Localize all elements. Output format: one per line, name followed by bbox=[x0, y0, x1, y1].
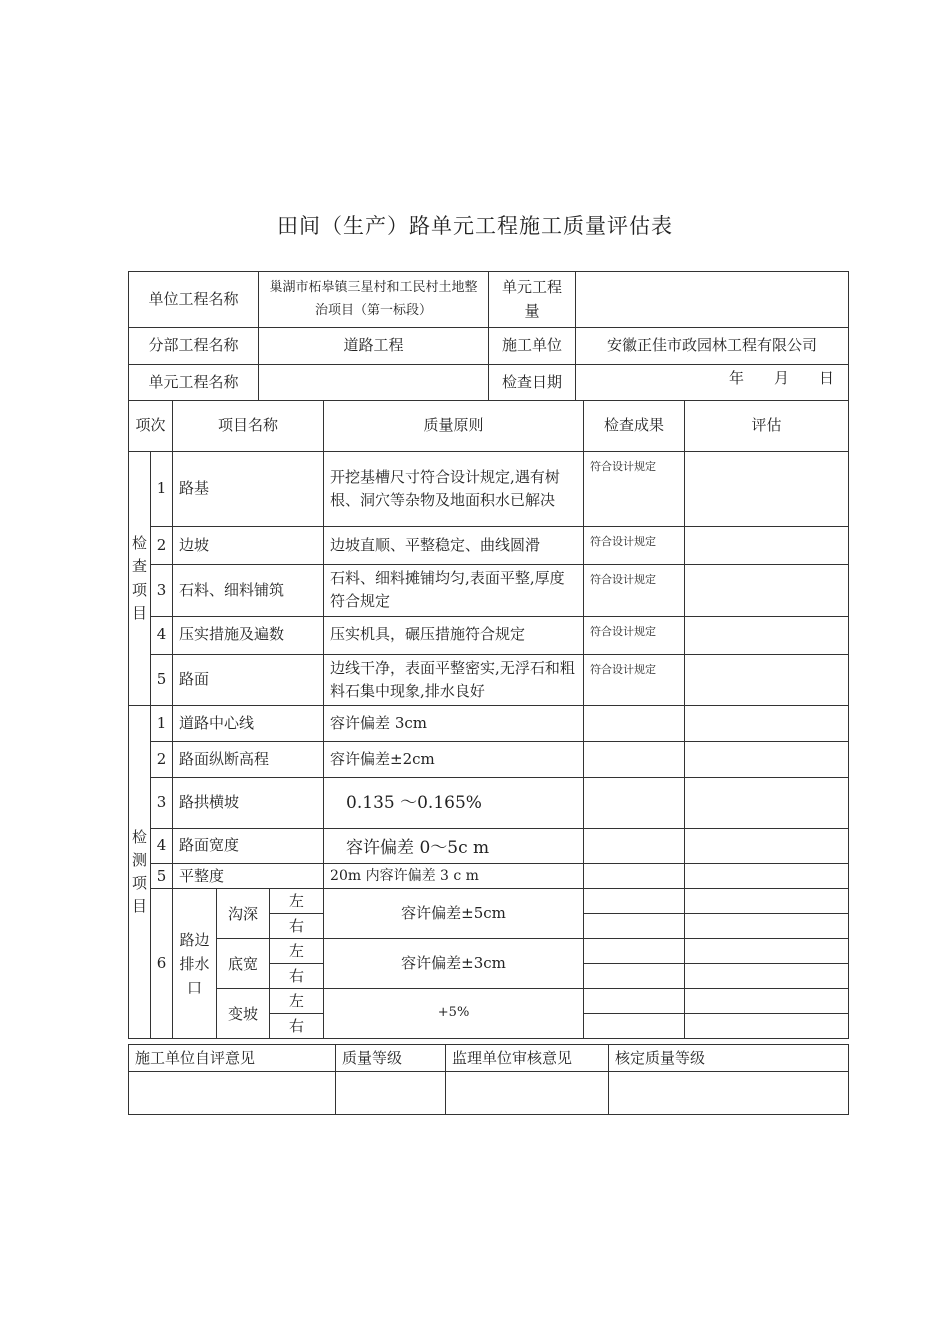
table-row bbox=[129, 864, 849, 889]
item-no: 5 bbox=[151, 654, 173, 706]
final-grade-value bbox=[609, 1072, 849, 1115]
measure-group-label: 检测项目 bbox=[129, 706, 151, 1039]
item-standard: 20m 内容许偏差 3 c m bbox=[324, 864, 584, 889]
item-standard: 边线干净，表面平整密实,无浮石和粗料石集中现象,排水良好 bbox=[324, 654, 584, 706]
item-result bbox=[584, 706, 685, 742]
item-name: 路拱横坡 bbox=[173, 778, 324, 829]
item-evaluation bbox=[685, 889, 849, 914]
item-evaluation bbox=[685, 778, 849, 829]
drainage-left: 左 bbox=[270, 889, 324, 914]
item-no: 1 bbox=[151, 452, 173, 527]
self-eval-value bbox=[129, 1072, 336, 1115]
item-name: 平整度 bbox=[173, 864, 324, 889]
item-no: 6 bbox=[151, 889, 173, 1039]
item-result: 符合设计规定 bbox=[584, 565, 685, 617]
table-row bbox=[129, 616, 849, 654]
table-row bbox=[129, 989, 849, 1014]
col-inspection-result: 检查成果 bbox=[584, 401, 685, 452]
item-no: 2 bbox=[151, 527, 173, 565]
drainage-item-name: 沟深 bbox=[217, 889, 270, 939]
drainage-item-name: 变坡 bbox=[217, 989, 270, 1039]
item-name: 边坡 bbox=[173, 527, 324, 565]
table-row bbox=[129, 452, 849, 527]
item-no: 3 bbox=[151, 565, 173, 617]
item-result bbox=[584, 964, 685, 989]
item-name: 石料、细料铺筑 bbox=[173, 565, 324, 617]
item-result bbox=[584, 939, 685, 964]
contractor-value: 安徽正佳市政园林工程有限公司 bbox=[576, 328, 849, 365]
item-standard: +5% bbox=[324, 989, 584, 1039]
item-result: 符合设计规定 bbox=[584, 654, 685, 706]
drainage-right: 右 bbox=[270, 914, 324, 939]
item-no: 1 bbox=[151, 706, 173, 742]
item-no: 4 bbox=[151, 829, 173, 864]
table-row bbox=[129, 939, 849, 964]
item-name: 路基 bbox=[173, 452, 324, 527]
item-standard: 容许偏差±5cm bbox=[324, 889, 584, 939]
item-evaluation bbox=[685, 829, 849, 864]
item-standard: 0.135 ～0.165% bbox=[324, 778, 584, 829]
unit-quantity-label: 单元工程量 bbox=[489, 272, 576, 328]
supervisor-value bbox=[446, 1072, 609, 1115]
table-row bbox=[129, 527, 849, 565]
item-result bbox=[584, 1014, 685, 1039]
item-standard: 石料、细料摊铺均匀,表面平整,厚度符合规定 bbox=[324, 565, 584, 617]
item-result bbox=[584, 778, 685, 829]
item-result bbox=[584, 989, 685, 1014]
quality-grade-label: 质量等级 bbox=[336, 1045, 446, 1072]
table-row bbox=[129, 706, 849, 742]
col-evaluation: 评估 bbox=[685, 401, 849, 452]
table-row bbox=[129, 778, 849, 829]
supervisor-label: 监理单位审核意见 bbox=[446, 1045, 609, 1072]
item-standard: 压实机具，碾压措施符合规定 bbox=[324, 616, 584, 654]
inspection-date-value: 年 月 日 bbox=[576, 365, 849, 401]
item-result: 符合设计规定 bbox=[584, 452, 685, 527]
item-name: 路面纵断高程 bbox=[173, 742, 324, 778]
item-result: 符合设计规定 bbox=[584, 527, 685, 565]
drainage-item-name: 底宽 bbox=[217, 939, 270, 989]
unit-quantity-value bbox=[576, 272, 849, 328]
item-result: 符合设计规定 bbox=[584, 616, 685, 654]
inspection-date-label: 检查日期 bbox=[489, 365, 576, 401]
item-result bbox=[584, 864, 685, 889]
table-row bbox=[129, 565, 849, 617]
item-standard: 容许偏差±2cm bbox=[324, 742, 584, 778]
item-evaluation bbox=[685, 914, 849, 939]
footer-table bbox=[128, 1044, 849, 1115]
item-standard: 容许偏差±3cm bbox=[324, 939, 584, 989]
item-evaluation bbox=[685, 1014, 849, 1039]
drainage-label: 路边排水口 bbox=[173, 889, 217, 1039]
table-row bbox=[129, 654, 849, 706]
item-standard: 容许偏差 3cm bbox=[324, 706, 584, 742]
item-name: 路面 bbox=[173, 654, 324, 706]
check-group-label: 检查项目 bbox=[129, 452, 151, 706]
item-evaluation bbox=[685, 565, 849, 617]
col-item-name: 项目名称 bbox=[173, 401, 324, 452]
self-eval-label: 施工单位自评意见 bbox=[129, 1045, 336, 1072]
drainage-right: 右 bbox=[270, 964, 324, 989]
final-grade-label: 核定质量等级 bbox=[609, 1045, 849, 1072]
item-evaluation bbox=[685, 864, 849, 889]
item-evaluation bbox=[685, 939, 849, 964]
drainage-right: 右 bbox=[270, 1014, 324, 1039]
unit-project-name-label: 单位工程名称 bbox=[129, 272, 259, 328]
sub-project-name-label: 分部工程名称 bbox=[129, 328, 259, 365]
drainage-left: 左 bbox=[270, 989, 324, 1014]
item-no: 3 bbox=[151, 778, 173, 829]
item-name: 道路中心线 bbox=[173, 706, 324, 742]
contractor-label: 施工单位 bbox=[489, 328, 576, 365]
item-standard: 容许偏差 0～5c m bbox=[324, 829, 584, 864]
item-evaluation bbox=[685, 742, 849, 778]
page-title: 田间（生产）路单元工程施工质量评估表 bbox=[277, 214, 673, 238]
item-evaluation bbox=[685, 706, 849, 742]
item-evaluation bbox=[685, 616, 849, 654]
sub-project-name-value: 道路工程 bbox=[259, 328, 489, 365]
items-table bbox=[128, 400, 849, 1039]
item-no: 2 bbox=[151, 742, 173, 778]
item-result bbox=[584, 742, 685, 778]
unit-project-name-value: 巢湖市柘皋镇三星村和工民村土地整治项目（第一标段） bbox=[259, 272, 489, 328]
item-evaluation bbox=[685, 452, 849, 527]
item-evaluation bbox=[685, 527, 849, 565]
item-evaluation bbox=[685, 989, 849, 1014]
item-no: 5 bbox=[151, 864, 173, 889]
item-evaluation bbox=[685, 964, 849, 989]
table-row bbox=[129, 889, 849, 914]
item-name: 路面宽度 bbox=[173, 829, 324, 864]
item-result bbox=[584, 914, 685, 939]
quality-grade-value bbox=[336, 1072, 446, 1115]
item-standard: 开挖基槽尺寸符合设计规定,遇有树根、洞穴等杂物及地面积水已解决 bbox=[324, 452, 584, 527]
item-evaluation bbox=[685, 654, 849, 706]
header-table bbox=[128, 271, 849, 401]
table-row bbox=[129, 742, 849, 778]
col-item-no: 项次 bbox=[129, 401, 173, 452]
item-no: 4 bbox=[151, 616, 173, 654]
drainage-left: 左 bbox=[270, 939, 324, 964]
col-quality-standard: 质量原则 bbox=[324, 401, 584, 452]
item-name: 压实措施及遍数 bbox=[173, 616, 324, 654]
item-result bbox=[584, 889, 685, 914]
element-project-name-value bbox=[259, 365, 489, 401]
element-project-name-label: 单元工程名称 bbox=[129, 365, 259, 401]
item-result bbox=[584, 829, 685, 864]
table-row bbox=[129, 829, 849, 864]
item-standard: 边坡直顺、平整稳定、曲线圆滑 bbox=[324, 527, 584, 565]
